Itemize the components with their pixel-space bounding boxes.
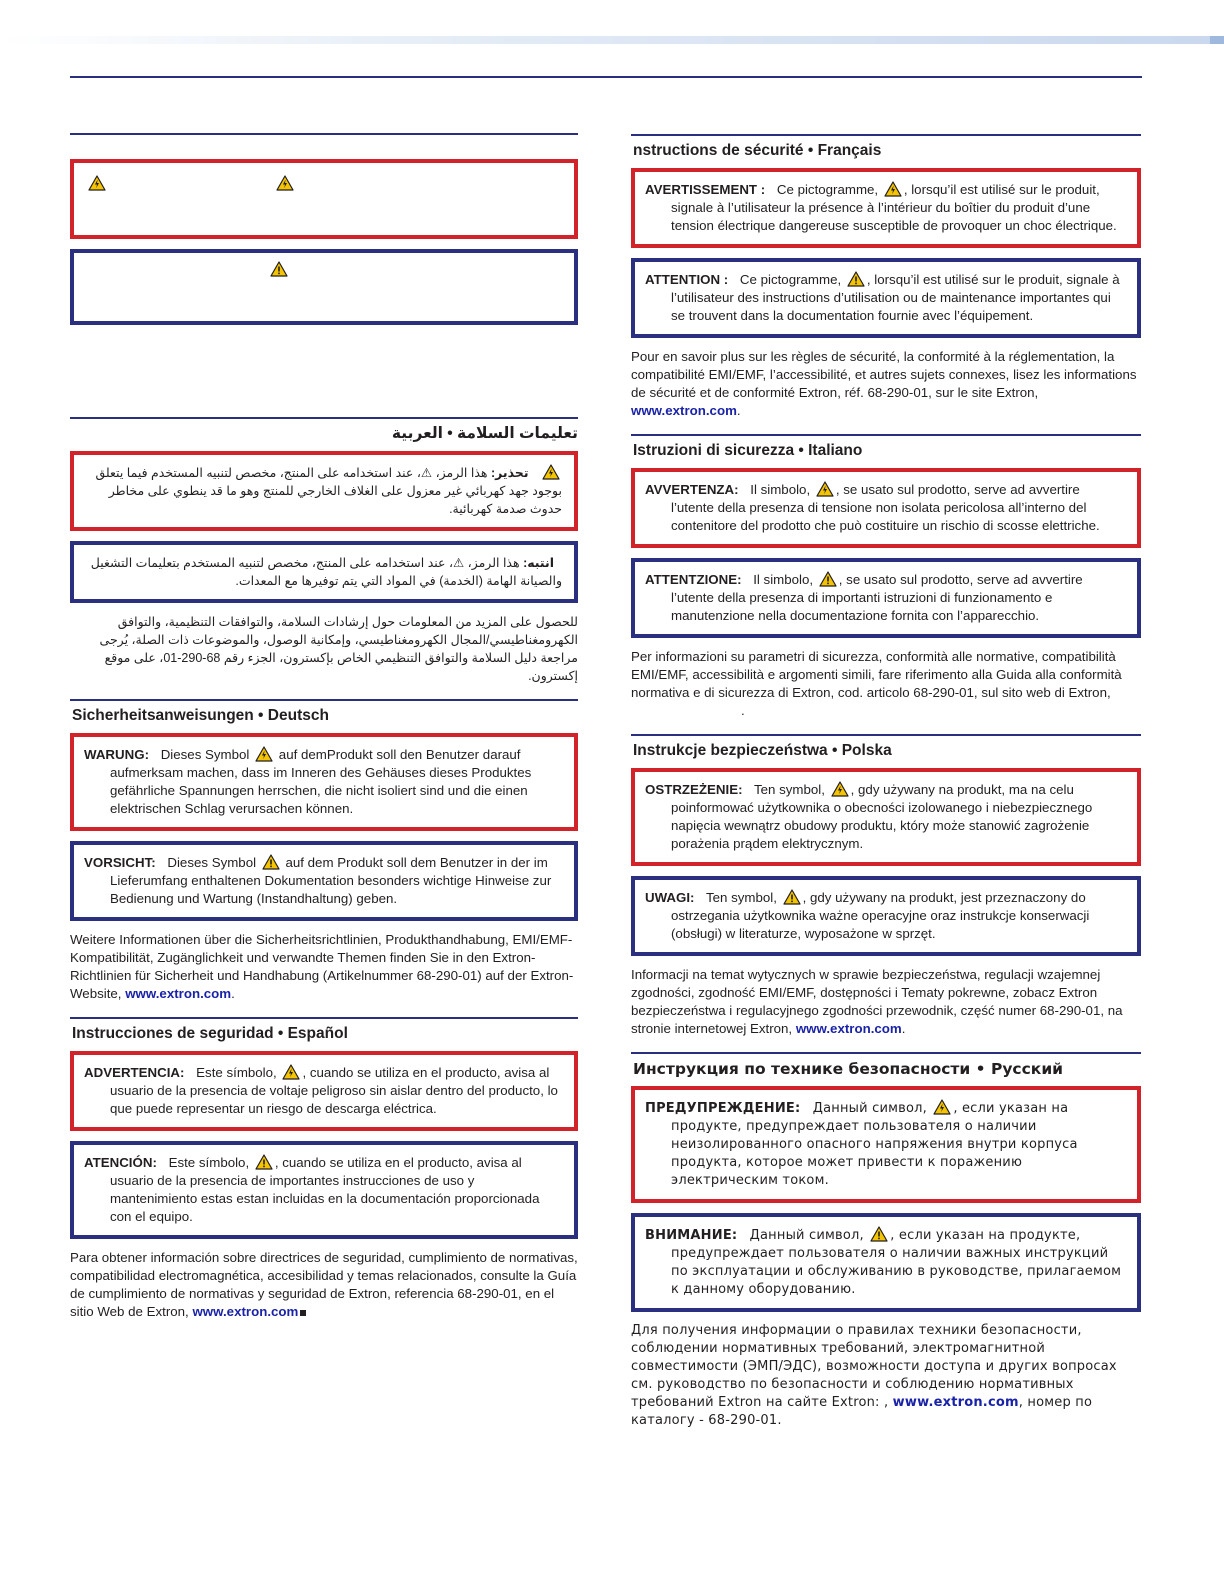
- english-section: [70, 133, 578, 417]
- italian-warning-post: , se usato sul prodotto, serve ad avvertire l’utente della presenza di tensione non isolata pericolosa all’interno del contenitore del prodotto che può costituire un rischio di scosse elettriche.: [671, 482, 1100, 533]
- french-info: [631, 348, 1141, 420]
- polish-section: [631, 734, 1141, 1038]
- italian-info-text: Per informazioni su parametri di sicurezza, conformità alle normative, compatibilità EMI/EMF, accessibilità e argomenti simili, fare riferimento alla Guida alla conformità normativa e di sicurezza di Extron, cod. articolo 68-290-01, sul sito web di Extron,: [631, 649, 1122, 700]
- section-rule: [631, 434, 1141, 436]
- spanish-warning-post: , cuando se utiliza en el producto, avisa al usuario de la presencia de voltaje peligroso sin aislar dentro del producto, lo que puede representar un riesgo de descarga eléctrica.: [110, 1065, 558, 1116]
- spanish-info: [70, 1249, 578, 1321]
- exclamation-triangle-icon: [255, 1154, 273, 1170]
- german-warning-pre: Dieses Symbol: [160, 747, 250, 762]
- german-info: [70, 931, 578, 1003]
- german-extron-link[interactable]: www.extron.com: [125, 986, 232, 1001]
- russian-caution-lead: ВНИМАНИЕ:: [645, 1228, 738, 1243]
- russian-caution-box: [631, 1213, 1141, 1312]
- russian-extron-link[interactable]: www.extron.com: [892, 1395, 1019, 1410]
- russian-warning-lead: ПРЕДУПРЕЖДЕНИЕ:: [645, 1101, 801, 1116]
- polish-caution-lead: UWAGI:: [645, 890, 695, 905]
- german-warning-lead: WARUNG:: [84, 747, 149, 762]
- polish-extron-link[interactable]: www.extron.com: [795, 1021, 902, 1036]
- spanish-warning-box: [70, 1051, 578, 1131]
- english-warning-box: [70, 159, 578, 239]
- polish-warning-pre: Ten symbol,: [753, 782, 825, 797]
- german-caution-lead: VORSICHT:: [84, 855, 156, 870]
- polish-warning-lead: OSTRZEŻENIE:: [645, 782, 743, 797]
- polish-info-end: .: [901, 1021, 906, 1036]
- russian-section: [631, 1052, 1141, 1430]
- lightning-triangle-icon: [831, 781, 849, 797]
- italian-section: [631, 434, 1141, 720]
- arabic-title: تعليمات السلامة • العربية: [391, 425, 578, 442]
- french-caution-post: , lorsqu’il est utilisé sur le produit, signale à l’utilisateur des instructions d’utilisation ou de maintenance importantes qui se trouvent dans la documentation fournie avec l’équipement.: [671, 272, 1120, 323]
- russian-info-end: , номер по каталогу - 68-290-01.: [631, 1395, 1093, 1428]
- french-title: nstructions de sécurité • Français: [633, 142, 882, 159]
- german-warning-post: auf demProdukt soll den Benutzer darauf aufmerksam machen, dass im Inneren des Gehäuses dieses Produktes gefährliche Spannungen herrschen, die nicht isoliert sind und die einen elektrischen Schlag verursachen können.: [110, 747, 532, 816]
- french-warning-post: , lorsqu’il est utilisé sur le produit, signale à l’utilisateur la présence à l’intérieur du boîtier du produit d’une tension électrique dangereuse susceptible de provoquer un choc électrique.: [671, 182, 1117, 233]
- lightning-triangle-icon: [282, 1064, 300, 1080]
- russian-caution-pre: Данный символ,: [749, 1228, 864, 1243]
- french-warning-lead: AVERTISSEMENT :: [645, 182, 766, 197]
- polish-warning-box: [631, 768, 1141, 866]
- italian-warning-lead: AVVERTENZA:: [645, 482, 739, 497]
- polish-info-text: Informacji na temat wytycznych w sprawie bezpieczeństwa, regulacji wzajemnej zgodności, zgodność EMI/EMF, dostępności i Tematy pokrewne, zobacz Extron bezpieczeństwa i regulacyjnego zgodności przewodnik, część numer 68-290-01, na stronie internetowej Extron,: [631, 967, 1123, 1036]
- exclamation-triangle-icon: [783, 889, 801, 905]
- spanish-info-text: Para obtener información sobre directrices de seguridad, cumplimiento de normativas, compatibilidad electromagnética, accesibilidad y temas relacionados, consulte la Guía de cumplimiento de normativas y seguridad de Extron, referencia 68-290-01, en el sitio Web de Extron,: [70, 1250, 578, 1319]
- german-caution-post: auf dem Produkt soll dem Benutzer in der im Lieferumfang enthaltenen Dokumentation besonders wichtige Hinweise zur Bedienung und Wartung (Instandhaltung) geben.: [110, 855, 552, 906]
- russian-info: [631, 1322, 1141, 1430]
- french-warning-box: [631, 168, 1141, 248]
- french-info-end: .: [736, 403, 741, 418]
- arabic-caution-box: [70, 541, 578, 603]
- polish-caution-box: [631, 876, 1141, 956]
- arabic-warning-lead: تحذير:: [490, 466, 529, 480]
- exclamation-triangle-icon: [270, 261, 288, 277]
- arabic-caution-lead: انتبه:: [523, 556, 554, 570]
- top-gradient-bar: [0, 36, 1224, 44]
- exclamation-triangle-icon: [870, 1226, 888, 1242]
- header-rule: [70, 76, 1142, 78]
- french-caution-box: [631, 258, 1141, 338]
- german-caution-box: [70, 841, 578, 921]
- italian-info: [631, 648, 1141, 720]
- italian-warning-box: [631, 468, 1141, 548]
- french-section: [631, 134, 1141, 420]
- italian-caution-post: , se usato sul prodotto, serve ad avvertire l’utente della presenza di importanti istruzioni di funzionamento e manutenzione nella documentazione fornita con l’apparecchio.: [671, 572, 1083, 623]
- polish-title: Instrukcje bezpieczeństwa • Polska: [633, 742, 892, 759]
- polish-warning-post: , gdy używany na produkt, ma na celu poinformować użytkownika o obecności izolowanego i niebezpiecznego napięcia wewnątrz obudowy produktu, który może stanowić zagrożenie porażenia prądem elektrycznym.: [671, 782, 1093, 851]
- polish-info: [631, 966, 1141, 1038]
- right-column: [631, 134, 1141, 1444]
- italian-title: Istruzioni di sicurezza • Italiano: [633, 442, 863, 459]
- spanish-title: Instrucciones de seguridad • Español: [72, 1025, 348, 1042]
- russian-caution-post: , если указан на продукте, предупреждает пользователя о наличии важных инструкций по эксплуатации и обслуживанию в руководстве, прилагаемом к данному оборудованию.: [671, 1228, 1122, 1297]
- exclamation-triangle-icon: [847, 271, 865, 287]
- russian-warning-post: , если указан на продукте, предупреждает пользователя о наличии неизолированного опасного напряжения внутри корпуса продукта, которое может привести к поражению электрическим током.: [671, 1101, 1078, 1188]
- spanish-warning-pre: Este símbolo,: [196, 1065, 277, 1080]
- section-rule: [70, 1017, 578, 1019]
- german-info-text: Weitere Informationen über die Sicherheitsrichtlinien, Produkthandhabung, EMI/EMF-Kompatibilität, Zugänglichkeit und verwandte Themen finden Sie in den Extron-Richtlinien für Sicherheit und Handhabung (Artikelnummer 68-290-01) auf der Extron-Website,: [70, 932, 574, 1001]
- top-gradient-end: [1210, 36, 1224, 44]
- exclamation-triangle-icon: [262, 854, 280, 870]
- arabic-section: [70, 417, 578, 685]
- spanish-caution-lead: ATENCIÓN:: [84, 1155, 157, 1170]
- russian-title: Инструкция по технике безопасности • Русский: [633, 1060, 1064, 1078]
- lightning-triangle-icon: [884, 181, 902, 197]
- exclamation-triangle-icon: [819, 571, 837, 587]
- german-caution-pre: Dieses Symbol: [167, 855, 257, 870]
- section-rule: [70, 417, 578, 419]
- french-extron-link[interactable]: www.extron.com: [631, 403, 737, 418]
- italian-caution-pre: Il simbolo,: [753, 572, 814, 587]
- english-caution-box: [70, 249, 578, 325]
- arabic-warning-box: [70, 451, 578, 531]
- spanish-caution-post: , cuando se utiliza en el producto, avisa al usuario de la presencia de importantes instrucciones de uso y mantenimiento estas estan incluidas en la documentación proporcionada con el equipo.: [110, 1155, 540, 1224]
- arabic-warning-text: هذا الرمز، ⚠، عند استخدامه على المنتج، مخصص لتنبيه المستخدم فيما يتعلق بوجود جهد كهربائي غير معزول على الغلاف الخارجي للمنتج وهو ما قد ينطوي على مخاطر حدوث صدمة كهربائية.: [95, 466, 562, 516]
- arabic-caution-text: هذا الرمز، ⚠، عند استخدامه على المنتج، مخصص لتنبيه المستخدم بتعليمات التشغيل والصيانة الهامة (الخدمة) في المواد التي يتم توفيرها مع المعدات.: [90, 556, 562, 588]
- lightning-triangle-icon: [276, 175, 294, 191]
- end-mark: [300, 1310, 306, 1316]
- spanish-warning-lead: ADVERTENCIA:: [84, 1065, 185, 1080]
- french-warning-pre: Ce pictogramme,: [776, 182, 879, 197]
- german-section: [70, 699, 578, 1003]
- italian-caution-lead: ATTENTZIONE:: [645, 572, 742, 587]
- spanish-caution-pre: Este símbolo,: [168, 1155, 250, 1170]
- french-caution-pre: Ce pictogramme,: [739, 272, 842, 287]
- spanish-extron-link[interactable]: www.extron.com: [192, 1304, 299, 1319]
- italian-warning-pre: Il simbolo,: [750, 482, 811, 497]
- lightning-triangle-icon: [816, 481, 834, 497]
- lightning-triangle-icon: [933, 1099, 951, 1115]
- russian-info-text: Для получения информации о правилах техники безопасности, соблюдении нормативных требований, электромагнитной совместимости (ЭМП/ЭДС), возможности доступа и других вопросах см. руководство по безопасности и соблюдению нормативных требований Extron на сайте Extron: ,: [631, 1323, 1117, 1410]
- russian-warning-box: [631, 1086, 1141, 1203]
- german-info-end: .: [231, 986, 235, 1001]
- left-column: [70, 133, 578, 1335]
- polish-caution-pre: Ten symbol,: [705, 890, 777, 905]
- arabic-info: للحصول على المزيد من المعلومات حول إرشادات السلامة، والتوافقات التنظيمية، والتوافق الكهرومغناطيسي/المجال الكهرومغناطيسي، وإمكانية الوصول، والموضوعات ذات الصلة، يُرجى مراجعة دليل السلامة والتوافق التنظيمي الخاص بإكسترون، الجزء رقم 68-290-01، على موقع إكسترون.: [99, 615, 578, 683]
- spanish-section: [70, 1017, 578, 1321]
- german-warning-box: [70, 733, 578, 831]
- french-info-text: Pour en savoir plus sur les règles de sécurité, la conformité à la réglementation, la compatibilité EMI/EMF, l’accessibilité, et autres sujets connexes, lisez les informations de sécurité et de conformité Extron, réf. 68-290-01, sur le site Extron,: [631, 349, 1137, 400]
- italian-caution-box: [631, 558, 1141, 638]
- polish-caution-post: , gdy używany na produkt, jest przeznaczony do ostrzegania użytkownika ważne operacyjne oraz instrukcje konserwacji (obsługi) w literaturze, wyposażone w sprzęt.: [671, 890, 1090, 941]
- section-rule: [631, 134, 1141, 136]
- lightning-triangle-icon: [255, 746, 273, 762]
- section-rule: [70, 699, 578, 701]
- lightning-triangle-icon: [88, 175, 106, 191]
- german-title: Sicherheitsanweisungen • Deutsch: [72, 707, 329, 724]
- russian-warning-pre: Данный символ,: [812, 1101, 927, 1116]
- french-caution-lead: ATTENTION :: [645, 272, 729, 287]
- lightning-triangle-icon: [542, 464, 560, 480]
- spanish-caution-box: [70, 1141, 578, 1239]
- section-rule: [631, 734, 1141, 736]
- section-rule: [631, 1052, 1141, 1054]
- italian-info-end: .: [741, 703, 745, 718]
